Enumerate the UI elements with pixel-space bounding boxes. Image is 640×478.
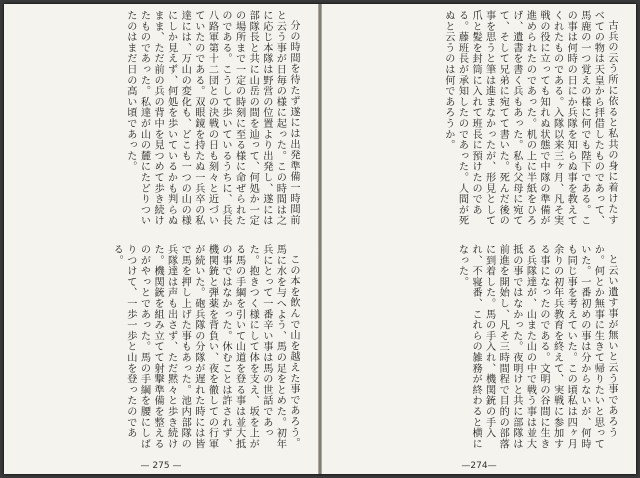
right-page-number: —274— [461,461,497,471]
left-page [4,4,318,474]
right-page-bottom-text [340,244,618,456]
left-top-paragraph: 分の時間を待たず遂には出発準備一時間前と云う事が日毎の様に起った。この時間は之に応じ本隊は野営の位置より出発し、遂には部隊長と共に山岳の間を辿って、何処か一定の場所まで一定の時刻に至る様に命ぜられたのである。こうして歩いているうちに、兵長八路軍第十二団との決戦の日も刻々と近づいていたのである。双眼鏡を持たぬ一兵卒の私達には、万山の変化も、どこも一つの山の様にしか見えず、何処を歩いているかも判らぬまま、ただ前の兵の背中を見つめて歩き続けたものであった。私達が山の麓にたどりついたのはまだ日の高い頃であった。 [124,10,299,226]
left-page-number: — 275 — [140,461,182,471]
right-top-paragraph: 古兵の云う所に依ると私共の身に着けたすべての物は天皇から拝借したものであって、馬鹿の一つ覚えの様に何でも陛下である。この事は何時の日にか兵隊を知らぬ事を教えてくれたものである。入隊以来三ヶ月、凡そ実戦の役に立っても知れぬ状態で中隊の準備が進められたのであった。机の上に半紙をひろげ、遺書を書く兵もあった。私も父母に宛てて、そして兄弟に宛てて書いた。死んだ後の事を思うと筆は進まなかったが、形見として爪と髪を封筒に入れて班長に預けたのである。藤班長が承知したのであった。人間が死ぬと云うのは何であろうか。 [442,10,617,226]
right-bottom-paragraph: と云い遺す事が無いと云う事であろうか。何とか無事に生きて帰りたいと思っていた。一番初めの事は分からないが、何時も同じ事を考えていた。この頃私は四ヶ月余りの初年兵教育を終えて、実戦に参加する事になったのである。文明の谷間に生きる兵隊達が、山また山の中で戦う事は並大抵の事ではなかった。夜明けと共に部隊は前進を開始し、凡そ三時間程で目的の部落に到着した。馬の手入れ、機関銃の手入れ、不寝番、これらの雑務が終わると横になった。 [456,244,617,450]
right-page [322,4,636,474]
left-page-top-text [22,10,300,228]
left-page-bottom-text [22,244,300,456]
left-bottom-paragraph: この本を飲んで山を越えた事であろう。馬に水を与へよう、馬の足をとめた。初年兵にとって一番辛い事は馬の世話であった。抱きつく様にして体を支え、坂を上がる馬の手綱を引いて山道を登る事は並大抵の事ではなかった。休むことは許されず、機関銃と弾薬を背負い、夜を徹しての行軍が続いた。砲兵隊の分隊が遅れた時には皆で馬を押し上げた事もあった。池内部隊の兵隊達は声も出さず、ただ黙々と歩き続けた。機関銃を組み立てて射撃準備を整えるのがやっとであった。馬の手綱を腰にしばりつけて、一歩一歩と山を登ったのである。 [111,244,299,450]
book-spread [4,4,636,474]
right-page-top-text [340,10,618,228]
